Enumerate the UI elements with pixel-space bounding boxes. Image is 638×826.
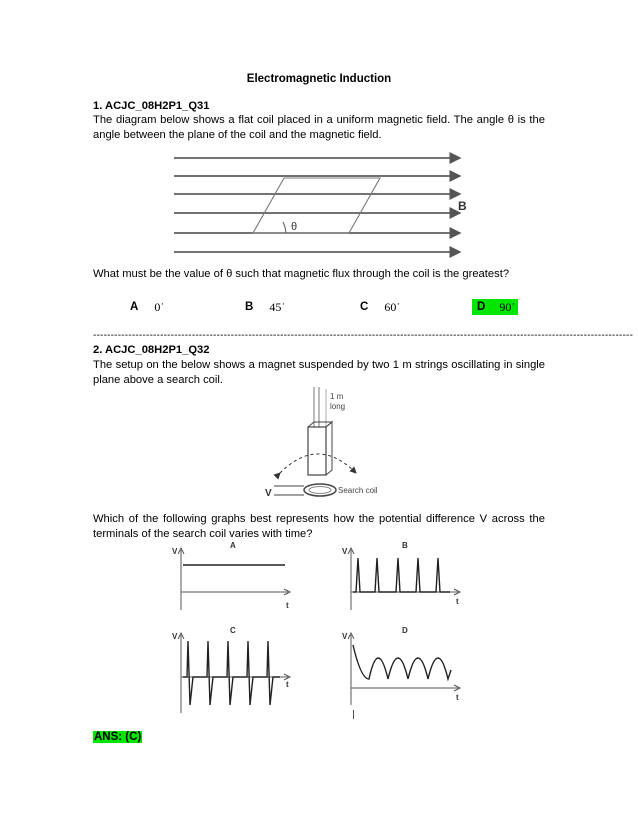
field-label: B xyxy=(458,199,467,213)
option-a-value: 0˙ xyxy=(154,299,165,314)
q1-question: What must be the value of θ such that magnetic flux through the coil is the greatest? xyxy=(93,268,510,280)
q1-heading: 1. ACJC_08H2P1_Q31 xyxy=(93,100,210,112)
graph-c xyxy=(168,625,298,715)
graph-c-xlabel: t xyxy=(286,680,289,689)
stray-mark xyxy=(353,710,354,719)
graph-a-xlabel: t xyxy=(286,601,289,610)
option-c-label: C xyxy=(360,301,369,313)
option-b-value: 45˙ xyxy=(269,299,286,314)
graph-b-xlabel: t xyxy=(456,597,459,606)
graph-a-title: A xyxy=(230,541,236,550)
graph-b xyxy=(338,540,468,615)
graph-a xyxy=(168,540,298,615)
magnet xyxy=(308,427,326,475)
graph-c-ylabel: V xyxy=(172,632,178,641)
graph-c-trace xyxy=(183,641,280,705)
length-label-1: 1 m xyxy=(330,392,344,401)
option-d-value: 90˙ xyxy=(499,299,516,314)
q2-question: Which of the following graphs best represents how the potential difference V across the terminals of the search coil varies with time? xyxy=(93,513,545,540)
graph-d-trace xyxy=(353,645,451,679)
answer-label: ANS: (C) xyxy=(94,731,142,743)
option-b-label: B xyxy=(245,301,254,313)
search-coil-label: Search coil xyxy=(338,486,378,495)
graph-b-title: B xyxy=(402,541,408,550)
coil-in-field-figure xyxy=(160,150,480,262)
graph-a-ylabel: V xyxy=(172,547,178,556)
flat-coil xyxy=(253,178,380,233)
q2-heading: 2. ACJC_08H2P1_Q32 xyxy=(93,344,210,356)
option-c[interactable] xyxy=(360,299,400,315)
length-label-2: long xyxy=(330,402,346,411)
option-d-label: D xyxy=(477,301,486,313)
magnet-search-coil-figure xyxy=(258,385,398,505)
theta-label: θ xyxy=(291,221,298,233)
graph-b-trace xyxy=(353,558,450,592)
page-title: Electromagnetic Induction xyxy=(246,73,392,85)
separator-line: --------------------------------------------------------------------------------------------------------------------------------------------------------- xyxy=(93,330,634,341)
graph-b-ylabel: V xyxy=(342,547,348,556)
option-a[interactable] xyxy=(130,299,164,315)
option-b[interactable] xyxy=(245,299,285,315)
voltage-label: V xyxy=(265,488,272,499)
q2-body: The setup on the below shows a magnet suspended by two 1 m strings oscillating in single plane above a search coil. xyxy=(93,359,545,386)
option-d[interactable] xyxy=(472,299,518,315)
graph-c-title: C xyxy=(230,626,236,635)
graph-d-xlabel: t xyxy=(456,693,459,702)
angle-arc xyxy=(283,222,286,233)
graph-d-title: D xyxy=(402,626,408,635)
graph-d-ylabel: V xyxy=(342,632,348,641)
q1-body: The diagram below shows a flat coil placed in a uniform magnetic field. The angle θ is the angle between the plane of the coil and the magnetic field. xyxy=(93,114,545,141)
graph-d xyxy=(338,625,468,715)
option-a-label: A xyxy=(130,301,139,313)
option-c-value: 60˙ xyxy=(384,299,401,314)
